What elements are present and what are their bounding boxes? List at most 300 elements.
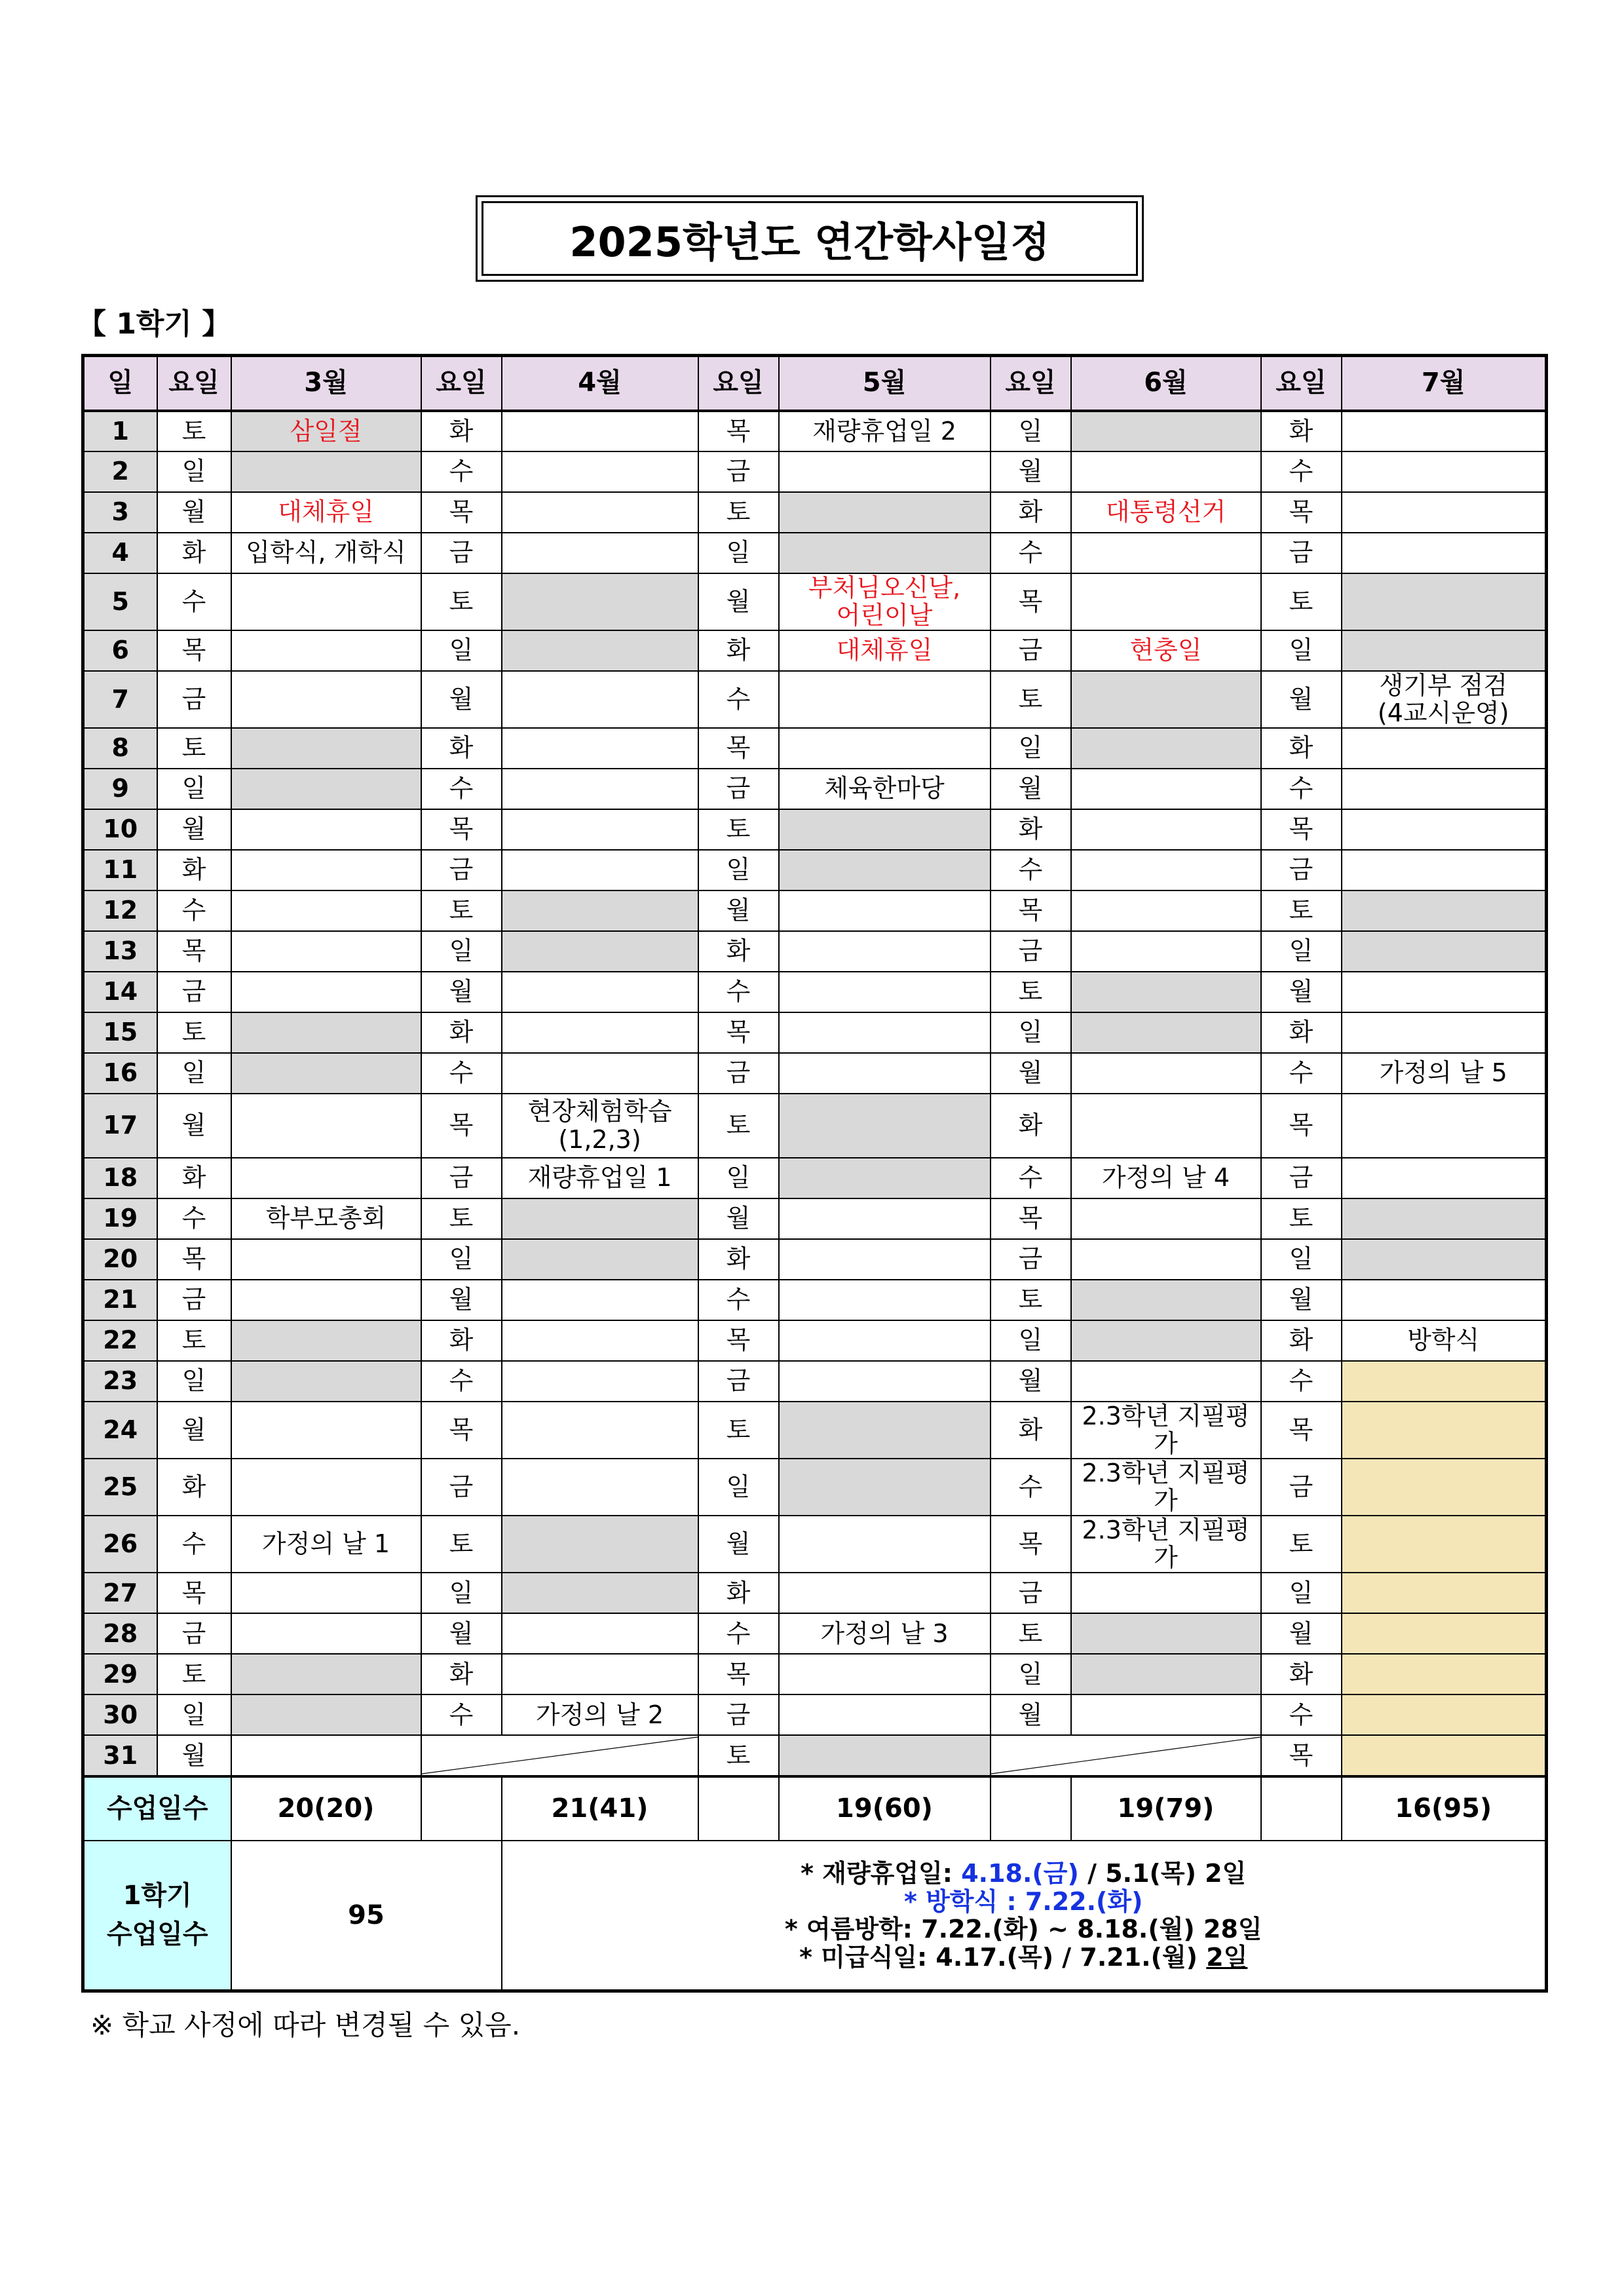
class-days-m7: 16(95) (1342, 1776, 1547, 1841)
event-cell (779, 1239, 991, 1280)
table-row (83, 1516, 1547, 1573)
note-line-2: * 방학식 : 7.22.(화) (903, 1886, 1143, 1916)
event-cell (502, 671, 698, 728)
event-cell: 가정의 날 3 (779, 1613, 991, 1654)
weekday-cell: 일 (991, 1654, 1071, 1694)
weekday-cell: 금 (991, 1239, 1071, 1280)
event-cell (502, 573, 698, 630)
event-cell (779, 1654, 991, 1694)
weekday-cell: 금 (157, 671, 231, 728)
event-cell (1071, 972, 1261, 1012)
day-number: 22 (83, 1320, 157, 1361)
weekday-cell: 화 (698, 630, 779, 671)
day-number: 20 (83, 1239, 157, 1280)
header-cell: 4월 (502, 356, 698, 411)
event-cell (231, 1573, 421, 1613)
weekday-cell: 수 (157, 1198, 231, 1239)
header-row (83, 356, 1547, 411)
event-cell (231, 931, 421, 972)
weekday-cell: 월 (698, 890, 779, 931)
weekday-cell: 월 (991, 1361, 1071, 1402)
event-cell (502, 809, 698, 850)
weekday-cell: 금 (157, 972, 231, 1012)
weekday-cell: 일 (157, 451, 231, 492)
event-cell (1071, 671, 1261, 728)
weekday-cell: 토 (421, 1198, 502, 1239)
weekday-cell: 일 (1261, 1573, 1342, 1613)
event-cell (1342, 1402, 1547, 1459)
table-row (83, 1735, 1547, 1776)
weekday-cell: 토 (1261, 1516, 1342, 1573)
event-cell (1071, 728, 1261, 769)
weekday-cell: 화 (157, 533, 231, 573)
weekday-cell: 월 (991, 1694, 1071, 1735)
weekday-cell: 월 (698, 573, 779, 630)
weekday-cell: 금 (698, 1053, 779, 1094)
event-cell (502, 1239, 698, 1280)
weekday-cell: 토 (991, 1280, 1071, 1320)
weekday-cell: 수 (1261, 1053, 1342, 1094)
weekday-blank-cell (421, 1776, 502, 1841)
event-cell: 대통령선거 (1071, 492, 1261, 533)
weekday-cell: 일 (991, 1012, 1071, 1053)
weekday-cell: 월 (157, 1402, 231, 1459)
weekday-cell: 토 (698, 1094, 779, 1158)
table-row (83, 1402, 1547, 1459)
table-row (83, 1654, 1547, 1694)
class-days-label: 수업일수 (83, 1776, 231, 1841)
weekday-cell: 토 (421, 890, 502, 931)
header-cell: 5월 (779, 356, 991, 411)
event-cell (1071, 1573, 1261, 1613)
weekday-cell: 월 (991, 451, 1071, 492)
event-cell (1071, 1239, 1261, 1280)
event-cell (1342, 1158, 1547, 1198)
day-number: 8 (83, 728, 157, 769)
weekday-cell: 목 (698, 411, 779, 451)
event-cell (1342, 809, 1547, 850)
weekday-cell: 월 (157, 809, 231, 850)
event-cell (1342, 931, 1547, 972)
header-cell: 요일 (698, 356, 779, 411)
semester-label-line2: 수업일수 (106, 1919, 208, 1950)
weekday-cell: 화 (1261, 411, 1342, 451)
weekday-cell: 토 (1261, 573, 1342, 630)
day-number: 30 (83, 1694, 157, 1735)
weekday-cell: 토 (698, 809, 779, 850)
event-cell (779, 1320, 991, 1361)
weekday-cell: 화 (1261, 1654, 1342, 1694)
event-cell (1342, 1613, 1547, 1654)
weekday-cell: 목 (157, 931, 231, 972)
weekday-cell: 월 (698, 1198, 779, 1239)
weekday-cell: 토 (991, 1613, 1071, 1654)
event-cell: 체육한마당 (779, 769, 991, 809)
weekday-cell: 토 (421, 573, 502, 630)
day-number: 1 (83, 411, 157, 451)
weekday-cell: 일 (157, 1053, 231, 1094)
event-cell (231, 1654, 421, 1694)
table-row (83, 1280, 1547, 1320)
weekday-cell: 일 (991, 1320, 1071, 1361)
weekday-cell: 화 (991, 809, 1071, 850)
weekday-cell: 월 (991, 1053, 1071, 1094)
event-cell (1071, 809, 1261, 850)
event-cell (502, 850, 698, 890)
class-days-m4: 21(41) (502, 1776, 698, 1841)
event-cell (779, 890, 991, 931)
event-cell (779, 972, 991, 1012)
event-cell (1071, 769, 1261, 809)
note-1-rest: / 5.1(목) 2일 (1078, 1859, 1247, 1888)
weekday-cell: 일 (157, 1361, 231, 1402)
event-cell (231, 890, 421, 931)
footnote: ※ 학교 사정에 따라 변경될 수 있음. (90, 2009, 521, 2041)
day-number: 15 (83, 1012, 157, 1053)
weekday-cell: 금 (991, 1573, 1071, 1613)
weekday-cell: 월 (1261, 1613, 1342, 1654)
table-row (83, 1459, 1547, 1516)
weekday-cell: 목 (421, 1094, 502, 1158)
day-number: 5 (83, 573, 157, 630)
weekday-cell: 화 (991, 492, 1071, 533)
event-cell (231, 1361, 421, 1402)
day-number: 19 (83, 1198, 157, 1239)
header-cell: 일 (83, 356, 157, 411)
weekday-cell: 토 (698, 1402, 779, 1459)
event-cell (779, 1361, 991, 1402)
event-cell (502, 890, 698, 931)
event-cell (779, 1280, 991, 1320)
table-row (83, 671, 1547, 728)
weekday-cell: 토 (157, 1012, 231, 1053)
weekday-cell: 목 (991, 1516, 1071, 1573)
weekday-cell: 월 (157, 1735, 231, 1776)
header-cell: 요일 (1261, 356, 1342, 411)
event-cell (231, 850, 421, 890)
day-number: 12 (83, 890, 157, 931)
event-cell: 현장체험학습 (1,2,3) (502, 1094, 698, 1158)
weekday-blank-cell (1261, 1776, 1342, 1841)
event-cell (779, 533, 991, 573)
weekday-cell: 일 (991, 411, 1071, 451)
event-cell (502, 411, 698, 451)
event-cell (779, 1198, 991, 1239)
table-row (83, 492, 1547, 533)
event-cell: 현충일 (1071, 630, 1261, 671)
event-cell (1071, 1694, 1261, 1735)
weekday-cell: 화 (1261, 728, 1342, 769)
event-cell (779, 1053, 991, 1094)
event-cell (1342, 1361, 1547, 1402)
event-cell: 재량휴업일 2 (779, 411, 991, 451)
event-cell (231, 1694, 421, 1735)
day-number: 6 (83, 630, 157, 671)
event-cell (1071, 1053, 1261, 1094)
event-cell (1071, 1198, 1261, 1239)
semester-label-line1: 1학기 (123, 1881, 192, 1911)
note-line-4 (502, 1943, 1545, 1972)
event-cell (1342, 769, 1547, 809)
weekday-cell: 목 (1261, 492, 1342, 533)
table-row (83, 1239, 1547, 1280)
event-cell (1071, 533, 1261, 573)
event-cell (779, 1158, 991, 1198)
weekday-cell: 목 (991, 1198, 1071, 1239)
event-cell (1071, 573, 1261, 630)
event-cell (231, 1402, 421, 1459)
event-cell (1342, 1239, 1547, 1280)
weekday-cell: 화 (157, 1459, 231, 1516)
weekday-cell: 화 (421, 728, 502, 769)
table-row (83, 728, 1547, 769)
event-cell (231, 1280, 421, 1320)
day-number: 21 (83, 1280, 157, 1320)
event-cell (1342, 533, 1547, 573)
weekday-cell: 수 (991, 1459, 1071, 1516)
note-1-date: 4.18.(금) (961, 1859, 1079, 1888)
day-number: 26 (83, 1516, 157, 1573)
event-cell (779, 671, 991, 728)
event-cell (1342, 1094, 1547, 1158)
weekday-cell: 일 (157, 769, 231, 809)
event-cell: 학부모총회 (231, 1198, 421, 1239)
header-cell: 요일 (991, 356, 1071, 411)
event-cell (502, 1459, 698, 1516)
weekday-cell: 금 (157, 1280, 231, 1320)
event-cell (502, 972, 698, 1012)
event-cell (1342, 451, 1547, 492)
event-cell (1342, 850, 1547, 890)
note-4-days: 2일 (1206, 1942, 1248, 1972)
event-cell (1071, 1654, 1261, 1694)
weekday-cell: 금 (698, 1694, 779, 1735)
day-number: 23 (83, 1361, 157, 1402)
event-cell (231, 972, 421, 1012)
semester-total-row (83, 1841, 1547, 1991)
day-number: 17 (83, 1094, 157, 1158)
event-cell (779, 1516, 991, 1573)
event-cell (502, 1320, 698, 1361)
event-cell (1342, 1516, 1547, 1573)
weekday-cell: 수 (1261, 1361, 1342, 1402)
day-number: 27 (83, 1573, 157, 1613)
weekday-cell: 화 (421, 1012, 502, 1053)
notes-cell (502, 1841, 1547, 1991)
event-cell (502, 1053, 698, 1094)
weekday-cell: 일 (421, 931, 502, 972)
table-row (83, 1694, 1547, 1735)
event-cell (1342, 1735, 1547, 1776)
table-row (83, 630, 1547, 671)
event-cell (502, 931, 698, 972)
weekday-cell: 목 (1261, 1402, 1342, 1459)
event-cell (502, 1280, 698, 1320)
weekday-cell: 금 (157, 1613, 231, 1654)
weekday-cell: 월 (698, 1516, 779, 1573)
weekday-cell: 월 (421, 671, 502, 728)
table-row (83, 1573, 1547, 1613)
table-row (83, 890, 1547, 931)
weekday-cell: 수 (157, 890, 231, 931)
event-cell (1342, 573, 1547, 630)
weekday-cell: 수 (698, 1613, 779, 1654)
event-cell (231, 451, 421, 492)
event-cell (1071, 931, 1261, 972)
event-cell: 입학식, 개학식 (231, 533, 421, 573)
day-number: 25 (83, 1459, 157, 1516)
weekday-cell: 토 (698, 492, 779, 533)
event-cell (231, 769, 421, 809)
event-cell (502, 533, 698, 573)
weekday-cell: 목 (421, 809, 502, 850)
weekday-cell: 수 (157, 1516, 231, 1573)
header-cell: 요일 (421, 356, 502, 411)
event-cell (1071, 850, 1261, 890)
event-cell: 대체휴일 (231, 492, 421, 533)
weekday-cell: 화 (991, 1094, 1071, 1158)
weekday-cell: 목 (157, 1573, 231, 1613)
table-row (83, 411, 1547, 451)
weekday-cell: 토 (1261, 1198, 1342, 1239)
empty-slash-cell (421, 1735, 698, 1776)
weekday-cell: 토 (991, 972, 1071, 1012)
weekday-cell: 일 (421, 630, 502, 671)
weekday-cell: 수 (698, 972, 779, 1012)
weekday-cell: 화 (991, 1402, 1071, 1459)
event-cell (502, 728, 698, 769)
weekday-cell: 화 (157, 850, 231, 890)
event-cell (231, 630, 421, 671)
weekday-cell: 금 (698, 451, 779, 492)
weekday-cell: 일 (1261, 1239, 1342, 1280)
weekday-cell: 목 (421, 1402, 502, 1459)
class-days-m3: 20(20) (231, 1776, 421, 1841)
event-cell (1342, 630, 1547, 671)
weekday-cell: 월 (157, 492, 231, 533)
weekday-cell: 일 (1261, 630, 1342, 671)
weekday-cell: 목 (698, 1320, 779, 1361)
weekday-cell: 목 (1261, 1735, 1342, 1776)
weekday-cell: 목 (1261, 809, 1342, 850)
weekday-cell: 수 (157, 573, 231, 630)
event-cell (502, 1516, 698, 1573)
note-line-3: * 여름방학: 7.22.(화) ~ 8.18.(월) 28일 (784, 1915, 1262, 1944)
page-title: 2025학년도 연간학사일정 (482, 201, 1138, 276)
event-cell (502, 769, 698, 809)
weekday-cell: 화 (698, 1573, 779, 1613)
weekday-cell: 금 (1261, 850, 1342, 890)
diagonal-slash (422, 1736, 698, 1775)
event-cell (1342, 1654, 1547, 1694)
table-row (83, 972, 1547, 1012)
event-cell (1342, 1694, 1547, 1735)
weekday-cell: 월 (157, 1094, 231, 1158)
event-cell (231, 1094, 421, 1158)
weekday-cell: 수 (991, 533, 1071, 573)
weekday-cell: 월 (421, 1280, 502, 1320)
weekday-cell: 월 (1261, 1280, 1342, 1320)
day-number: 10 (83, 809, 157, 850)
weekday-cell: 목 (1261, 1094, 1342, 1158)
event-cell (779, 1402, 991, 1459)
weekday-cell: 일 (421, 1573, 502, 1613)
event-cell (502, 1654, 698, 1694)
weekday-cell: 화 (698, 931, 779, 972)
weekday-cell: 금 (698, 1361, 779, 1402)
note-4-prefix: * 미급식일: 4.17.(목) / 7.21.(월) (799, 1942, 1207, 1972)
event-cell (779, 1012, 991, 1053)
weekday-cell: 목 (157, 630, 231, 671)
event-cell: 2.3학년 지필평가 (1071, 1516, 1261, 1573)
weekday-cell: 화 (698, 1239, 779, 1280)
weekday-cell: 수 (991, 1158, 1071, 1198)
table-row (83, 809, 1547, 850)
event-cell (1071, 890, 1261, 931)
event-cell: 2.3학년 지필평가 (1071, 1402, 1261, 1459)
event-cell (231, 1158, 421, 1198)
event-cell (1071, 451, 1261, 492)
weekday-cell: 금 (1261, 1459, 1342, 1516)
event-cell: 대체휴일 (779, 630, 991, 671)
event-cell (502, 1573, 698, 1613)
title-box (476, 195, 1144, 282)
event-cell (231, 1012, 421, 1053)
event-cell (779, 492, 991, 533)
weekday-cell: 금 (421, 533, 502, 573)
weekday-cell: 수 (991, 850, 1071, 890)
table-row (83, 1198, 1547, 1239)
table-row (83, 451, 1547, 492)
event-cell (1342, 492, 1547, 533)
weekday-cell: 금 (991, 630, 1071, 671)
day-number: 7 (83, 671, 157, 728)
event-cell (1071, 411, 1261, 451)
weekday-cell: 월 (991, 769, 1071, 809)
weekday-cell: 수 (698, 671, 779, 728)
event-cell (779, 1694, 991, 1735)
table-row (83, 769, 1547, 809)
table-row (83, 1613, 1547, 1654)
event-cell (779, 850, 991, 890)
header-cell: 요일 (157, 356, 231, 411)
semester-class-days-label (83, 1841, 231, 1991)
class-days-row (83, 1776, 1547, 1841)
event-cell: 가정의 날 2 (502, 1694, 698, 1735)
weekday-cell: 화 (157, 1158, 231, 1198)
weekday-cell: 수 (1261, 1694, 1342, 1735)
weekday-cell: 토 (991, 671, 1071, 728)
weekday-cell: 일 (698, 533, 779, 573)
event-cell (779, 1735, 991, 1776)
event-cell (502, 492, 698, 533)
event-cell (231, 809, 421, 850)
event-cell (1071, 1320, 1261, 1361)
event-cell (1342, 1280, 1547, 1320)
event-cell (779, 1094, 991, 1158)
weekday-cell: 목 (991, 890, 1071, 931)
event-cell: 가정의 날 5 (1342, 1053, 1547, 1094)
weekday-cell: 일 (991, 728, 1071, 769)
event-cell: 생기부 점검 (4교시운영) (1342, 671, 1547, 728)
table-row (83, 1094, 1547, 1158)
event-cell (231, 1320, 421, 1361)
header-cell: 6월 (1071, 356, 1261, 411)
event-cell (779, 1459, 991, 1516)
event-cell: 방학식 (1342, 1320, 1547, 1361)
weekday-cell: 화 (1261, 1320, 1342, 1361)
class-days-m5: 19(60) (779, 1776, 991, 1841)
